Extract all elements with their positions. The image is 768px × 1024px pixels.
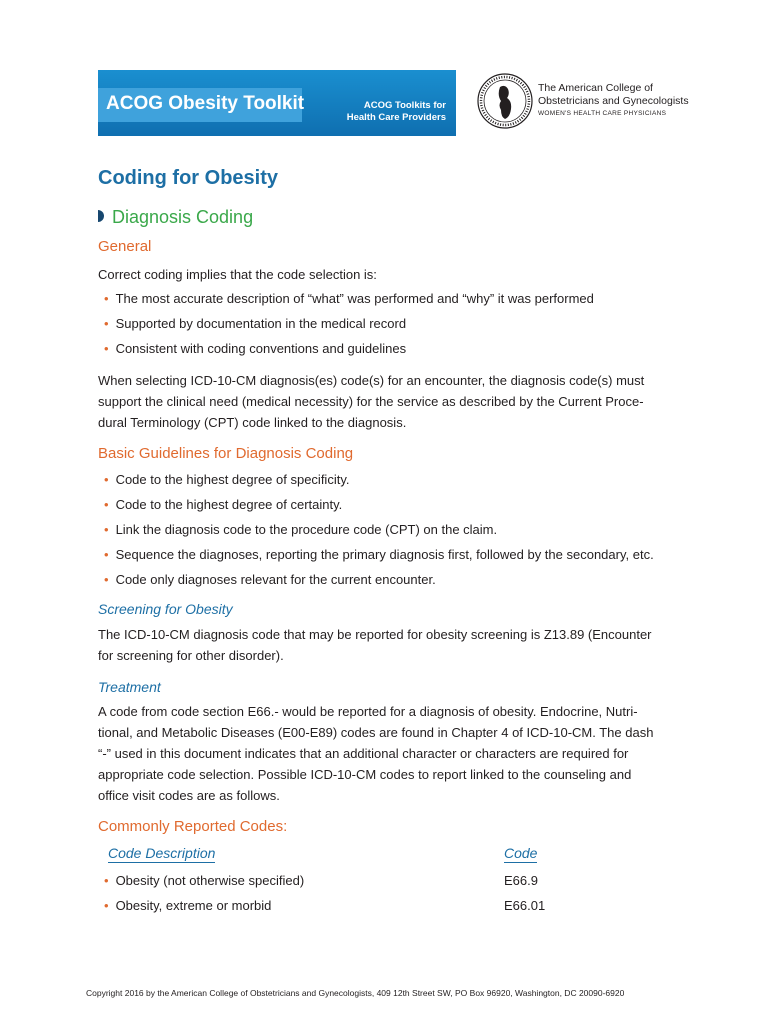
bullet-icon: • [104,547,109,562]
list-item [104,313,594,338]
paragraph-line: tional, and Metabolic Diseases (E00-E89) codes are found in Chapter 4 of ICD-10-CM. The dash [98,725,654,740]
banner-subtitle-line-1: ACOG Toolkits for [363,100,446,111]
bullet-icon: • [104,572,109,587]
table-row [104,873,564,895]
basic-guidelines-list [104,469,654,594]
org-name-line-1: The American College of [538,82,653,94]
paragraph-line: office visit codes are as follows. [98,788,280,803]
row-code: E66.9 [504,873,538,888]
bullet-icon: • [104,472,109,487]
row-description [104,898,271,913]
acog-seal-icon [476,70,534,132]
general-intro: Correct coding implies that the code selection is: [98,267,377,282]
bullet-icon: • [104,497,109,512]
row-code: E66.01 [504,898,546,913]
paragraph-line: “-” used in this document indicates that an additional character or characters are required for [98,746,629,761]
list-item-text: Code to the highest degree of specificity. [115,472,350,487]
banner-title: ACOG Obesity Toolkit [106,93,305,114]
treatment-paragraph [98,701,668,806]
banner-title-box [98,88,305,122]
bullet-icon: • [104,341,109,356]
list-item-text: Consistent with coding conventions and guidelines [115,341,407,356]
banner-subtitle [326,100,446,124]
page-title: Coding for Obesity [98,167,278,189]
list-item-text: Sequence the diagnoses, reporting the primary diagnosis first, followed by the secondary, etc. [115,547,654,562]
bullet-icon: • [104,522,109,537]
bullet-icon: • [104,898,109,913]
paragraph-line: for screening for other disorder). [98,648,284,663]
banner-subtitle-line-2: Health Care Providers [346,112,446,123]
column-header-code: Code [504,845,538,861]
general-bullet-list [104,288,594,363]
list-item [104,288,594,313]
row-description [104,873,304,888]
bullet-icon: • [104,316,109,331]
paragraph-line: When selecting ICD-10-CM diagnosis(es) code(s) for an encounter, the diagnosis code(s) must [98,373,645,388]
list-item-text: The most accurate description of “what” was performed and “why” it was performed [115,291,594,306]
general-paragraph [98,370,668,433]
bullet-icon: • [104,873,109,888]
list-item [104,494,654,519]
list-item [104,519,654,544]
list-item-text: Link the diagnosis code to the procedure code (CPT) on the claim. [115,522,498,537]
codes-heading: Commonly Reported Codes: [98,818,288,835]
general-heading: General [98,238,152,255]
screening-paragraph [98,624,668,666]
paragraph-line: The ICD-10-CM diagnosis code that may be reported for obesity screening is Z13.89 (Encounter [98,627,652,642]
list-item [104,544,654,569]
screening-heading: Screening for Obesity [98,601,233,617]
table-row [104,898,564,920]
row-description-text: Obesity, extreme or morbid [115,898,272,913]
section-marker-icon [98,210,104,222]
list-item [104,569,654,594]
toolkit-banner [98,70,456,136]
treatment-heading: Treatment [98,679,161,695]
list-item-text: Code to the highest degree of certainty. [115,497,343,512]
section-title [98,207,253,228]
row-description-text: Obesity (not otherwise specified) [115,873,305,888]
list-item-text: Code only diagnoses relevant for the current encounter. [115,572,436,587]
list-item-text: Supported by documentation in the medical record [115,316,407,331]
basic-guidelines-heading: Basic Guidelines for Diagnosis Coding [98,445,354,462]
list-item [104,469,654,494]
org-name-line-2: Obstetricians and Gynecologists [538,95,689,107]
org-tagline: WOMEN'S HEALTH CARE PHYSICIANS [538,110,667,117]
section-title-text: Diagnosis Coding [112,207,254,227]
copyright-footer: Copyright 2016 by the American College of Obstetricians and Gynecologists, 409 12th Street SW, PO Box 96920, Washington, DC 20090-6920 [86,988,625,998]
paragraph-line: dural Terminology (CPT) code linked to the diagnosis. [98,415,407,430]
list-item [104,338,594,363]
paragraph-line: support the clinical need (medical necessity) for the service as described by the Current Proce- [98,394,644,409]
paragraph-line: appropriate code selection. Possible ICD-10-CM codes to report linked to the counseling and [98,767,632,782]
column-header-description: Code Description [108,845,216,861]
org-name [538,82,689,108]
paragraph-line: A code from code section E66.- would be reported for a diagnosis of obesity. Endocrine, Nutri- [98,704,638,719]
bullet-icon: • [104,291,109,306]
